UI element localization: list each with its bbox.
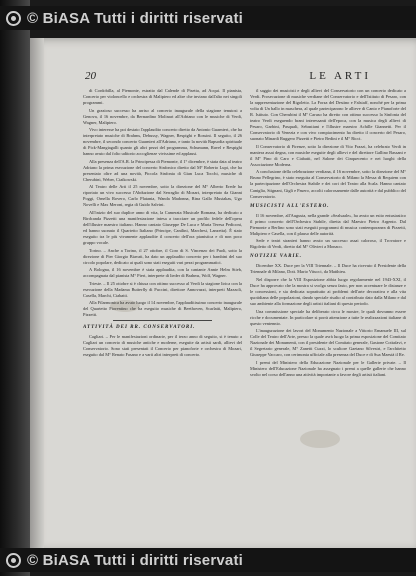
paragraph: A Bologna, il 16 novembre è stata applaudita, con la cantante Annie Helm Stieb, accompagnata dal pianista M° Pieri, interprete di lieder di Brahms, Wolf, Wagner. [83,267,242,279]
section-divider [113,320,212,321]
paragraph: L'inaugurazione dei lavori del Monumento Nazionale a Vittorio Emanuele III, sul Colle del Teatro dell'Arte, presso la quale avrà luogo la prima esposizione del Comitato Nazionale dei Monumenti, con il presidente del Comitato generale, Gastone Cottafavi, e il Segretario generale, M° Zanetti Cuzzi, lo scultore Gaetano Silvestri, e l'architetto Giuseppe Vaccaro, con cerimonia ufficiale alla presenza del Duce e di Sua Maestà il Re. [250,328,406,358]
paragraph: di Cordobilla, al Piemonte, estratto dal Calende di Pisetta, ad Acqui. Il pianista, Concerto per violoncello e orchestra di Malipiero ed altre che inviano dall'alto nei singoli programmi. [83,88,242,106]
paragraph: Nel disporre che la VIII Esposizione abbia luogo regolarmente nel 1943-XXI, il Duce ha approvato che la mostra si svolga senza fasto, per non accentuare le distanze e le concessioni, e sia dedicata soprattutto ai problemi dell'arte decorativa e alla vita quotidiana delle popolazioni, dando speciale risalto al contributo dato dalla Milano e dal suo ambiente alla formazione degli artisti italiani di questo periodo. [250,276,406,307]
paragraph: I premi del Ministero della Educazione Nazionale per le Gallerie private. – Il Ministero dell'Educazione Nazionale ha assegnato i premi a quelle gallerie che hanno svolto nel corso dell'anno una attività importante a favore degli artisti italiani. [250,359,406,377]
paragraph: Dicembre XX. Duce per la VIII Triennale. – Il Duce ha ricevuto il Presidente della Triennale di Milano, Dott. Mario Vitucci, da Matthieu. [250,263,406,275]
paragraph: Trieste. – Il 25 ottobre si è chiusa con ottimo successo al Verdi la stagione lirica con la esecuzione della Madama Butterfly di Puccini, direttore Annovazzi, interpreti Mazzoli, Casella, Marchi, Ciabatti. [83,280,242,298]
biasa-logo-icon [6,11,21,26]
watermark-text: © BiASA Tutti i diritti riservati [27,551,244,569]
watermark-banner-bottom [0,548,416,572]
text-column-left [83,88,242,548]
scan-edge [0,0,30,576]
running-head [85,70,371,84]
watermark-banner-top [0,6,416,30]
page-fold-shadow [30,38,44,552]
paragraph: Cagliari. – Per le manifestazioni ordinarie, per il terzo anno di seguito, si è tenuto a Cagliari un concerto di musiche antiche e moderne, eseguite da artisti sardi, allievi del Conservatorio. Sono stati presentati il Concerto per pianoforte e orchestra di Mozart, eseguito dal M° Renato Fasano e a varii altri interpreti di concerto. [83,334,242,358]
text-column-right [250,88,406,548]
paragraph: Al Teatro delle Arti il 25 novembre, sotto la direzione del M° Alberto Erede ha riportato un vivo successo l'Abduzione dal Serraglio di Mozart, interpretato da Gianni Poggi, Ornella Rovero, Carlo Platania, Wanda Madonna, Rina Gallo Mustakas, Ugo Novelli e Max Meroni, regia di Guido Salvini. [83,184,242,208]
paragraph: Sede e teatri stranieri hanno avuto un successo assai caloroso, il Trovatore e Rigoletto di Verdi, diretto dal M° Olivieri a Monaco. [250,238,406,250]
paragraph: All'inizio del suo duplice anno di vita, la Camerata Musicale Romana, ha dedicato a Birdcanda Pizzetti una manifestazione intesa a tracciare un profilo fedele dell'opera dell'illustre maestro italiano. Hanno cantato Giuseppe De Luca e Maria Teresa Pediconi, ed hanno suonato il Quartetto Italiano (Principe, Canilini, Marchesi, Lanzetta). È stato eseguito tra le più vivamente applaudite il concerto dell'ora pianistica e di non poco gruppo vocale. [83,209,242,246]
paragraph: Alla Filarmonica ha avuto luogo il 14 novembre, l'applauditissimo concerto inaugurale del Quartetto Fiorentino che ha eseguito musiche di Beethoven, Scarlatti, Malipiero, Pizzetti. [83,300,242,318]
page-number: 20 [85,70,96,82]
paragraph: Vivo interesse ha poi destato l'applaudito concerto diretto da Antonio Guarnieri, che ha interpretato musiche di Brahms, Debussy, Wagner, Respighi e Rossini. Il seguito, il 26 novembre, il secondo concerto Guarnieri all'Adriano, e tanto la novità Rapsodia spirituale di Pick-Mangiagalli quanto gli altri pezzi del programma, Schumann, Ravel e Respighi hanno avuto dal folto uditorio accoglienze vivissime ed applausi. [83,127,242,157]
paragraph: Alla presenza dell'A.R. la Principessa di Piemonte, il 1° dicembre, è stata data al teatro Adriano la prima esecuzione del concerto Sinfonico diretto dal M° Roberto Lupi, che ha presentato oltre ad una novità, Piccola Sinfonia di Gian Luca Tocchi, musiche di Cherubini, Weber, Ciaikowski. [83,158,242,182]
section-heading: ATTIVITÀ DEI RR. CONSERVATORI. [83,325,196,331]
biasa-logo-icon [6,553,21,568]
section-heading: MUSICISTI ALL'ESTERO. [250,203,330,209]
paragraph: Una commissione speciale ha deliberato circa le mostre, le quali dovranno essere ricche e documentate. In particolare si porrà attenzione a tutte le realizzazioni italiane di questo ventennio. [250,308,406,326]
paragraph: Un grazioso successo ha arriso al concerto inaugurale della stagione tenutosi a Genova, il 16 novembre, da Bernardino Molinari all'Adriano con le musiche di Verdi, Wagner, Malipiero. [83,107,242,125]
section-heading: NOTIZIE VARIE. [250,254,302,260]
paragraph: Torino. – Anche a Torino, il 27 ottobre, il Coro di S. Vincenzo dei Paoli, sotto la direzione di Pier Giorgio Biavati, ha dato un applaudito concerto per i bambini del suo circolo popolare, dedicato ai quali sono stati eseguiti vari pezzi programmatici. [83,247,242,265]
paragraph: A conclusione della celebrazione verdiana, il 16 novembre, sotto la direzione del M° Bruno Pellegrino, è stato eseguita al Conservatorio di Milano la Messa di Requiem con la partecipazione dell'Orchestra Stabile e dei cori del Teatro alla Scala. Hanno cantato Caniglia, Stignani, Gigli e Pasero, accolti calorosamente dalle autorità e dal pubblico del Conservatorio. [250,169,406,199]
journal-title: LE ARTI [309,70,371,82]
paragraph: Il 16 novembre, all'Augusta, nella grande «Sealsaale», ha avuto un esito entusiastico il primo concerto dell'Orchestra Stabile, diretta dal Maestro Pietro Argento. Dal Piemonte a Berlino sono stati eseguiti programmi di musica contemporanea di Pizzetti, Malipiero e Casella, con il plauso delle autorità. [250,212,406,236]
paragraph: Il Conservatorio di Firenze, sotto la direzione di Vito Frazzi, ha celebrato Verdi in maniera assai degna, con musiche eseguite degli allievi e del direttore Gallino Bassani e il Mº Pino di Caro e Ciabatti, nel Salone dei Cinquecento e nei luoghi della Associazione Moderna. [250,143,406,167]
paragraph: il saggio dei musicisti e degli allievi del Conservatorio con un concerto dedicato a Verdi. Prosecuzione di musiche verdiane del Conservatorio e dell'Istituto di Pesaro, con la rappresentazione del Rigoletto. La Forza del Destino e Falstaff, nonché per la prima volta di Un ballo in maschera, al quale parteciparono le allieve di Canto e Pianoforte del R. Istituto. Con Cherubini il Mº Caruso ha diretto con ottimo successo la Sinfonia del teatro Verdi eseguendo brani interessanti dell'epoca, con la musica degli allievi di Pesaro, Garbini, Pasquali, Sebastiani e l'illustre maestro Achille Giannetti. Per il Conservatorio di Venezia e con vivo compiacimento ha diretto il concerto del Pesaro, suonato Minardi Ruggero Pizzetti e Pietro Bedini e il M° Ricci. [250,88,406,142]
watermark-text: © BiASA Tutti i diritti riservati [27,9,244,27]
